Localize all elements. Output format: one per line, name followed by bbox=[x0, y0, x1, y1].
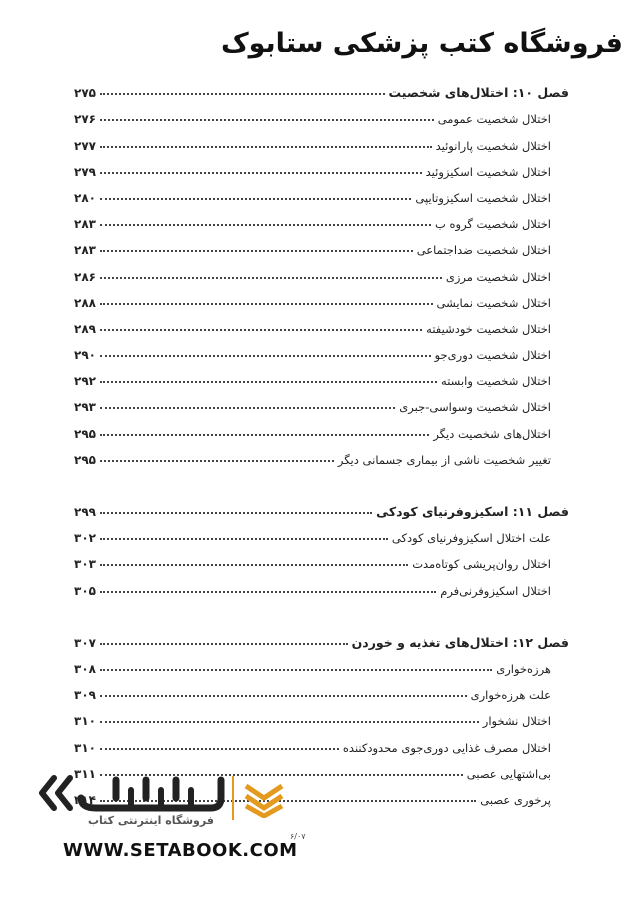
toc-entry-row[interactable] bbox=[74, 728, 569, 754]
page-number-ref: ۲۹۳ bbox=[74, 400, 96, 415]
entry-title: اختلال شخصیت دوری‌جو bbox=[434, 348, 551, 363]
dot-leader bbox=[100, 643, 348, 645]
page-number-ref: ۲۷۵ bbox=[74, 86, 96, 101]
entry-title: علت اختلال اسکیزوفرنیای کودکی bbox=[391, 531, 551, 546]
toc-chapter-row[interactable] bbox=[74, 493, 569, 519]
entry-title: پرخوری عصبی bbox=[480, 792, 551, 807]
entry-title: اختلال اسکیزوفرنی‌فرم bbox=[440, 583, 551, 598]
toc-entry-row[interactable] bbox=[74, 519, 569, 545]
dot-leader bbox=[100, 538, 388, 540]
table-of-contents bbox=[74, 74, 569, 807]
website-url[interactable]: WWW.SETABOOK.COM bbox=[63, 840, 298, 861]
entry-title: اختلال شخصیت اسکیزوتایپی bbox=[415, 190, 551, 205]
section-gap bbox=[74, 598, 569, 624]
toc-entry-row[interactable] bbox=[74, 441, 569, 467]
dot-leader bbox=[100, 250, 413, 252]
toc-entry-row[interactable] bbox=[74, 571, 569, 597]
chapter-title: فصل ۱۲: اختلال‌های تغذیه و خوردن bbox=[351, 634, 569, 650]
setabook-logo bbox=[36, 768, 286, 838]
page-header: فروشگاه کتب پزشکی ستابوک bbox=[220, 28, 623, 59]
page-number-ref: ۲۹۲ bbox=[74, 374, 96, 389]
page-number-ref: ۲۸۳ bbox=[74, 217, 96, 232]
page-number-ref: ۳۱۴ bbox=[74, 792, 96, 807]
entry-title: اختلال شخصیت اسکیزوئید bbox=[425, 164, 551, 179]
page-number: ۶/۰۷ bbox=[290, 832, 306, 841]
page-number-ref: ۳۰۷ bbox=[74, 635, 96, 650]
toc-entry-row[interactable] bbox=[74, 676, 569, 702]
page-number-ref: ۲۷۹ bbox=[74, 164, 96, 179]
entry-title: علت هرزه‌خواری bbox=[470, 688, 551, 703]
store-tagline: فروشگاه اینترنتی کتاب bbox=[88, 814, 214, 827]
page-number-ref: ۲۹۵ bbox=[74, 452, 96, 467]
toc-entry-row[interactable] bbox=[74, 153, 569, 179]
page-number-ref: ۳۰۳ bbox=[74, 557, 96, 572]
page-number-ref: ۳۱۰ bbox=[74, 740, 96, 755]
page-number-ref: ۳۱۱ bbox=[74, 766, 96, 781]
entry-title: اختلال شخصیت گروه ب bbox=[435, 217, 551, 232]
entry-title: اختلال شخصیت نمایشی bbox=[436, 295, 551, 310]
page-number-ref: ۲۸۸ bbox=[74, 295, 96, 310]
page-number-ref: ۲۸۹ bbox=[74, 321, 96, 336]
page-number-ref: ۲۹۰ bbox=[74, 348, 96, 363]
toc-entry-row[interactable] bbox=[74, 388, 569, 414]
dot-leader bbox=[100, 224, 431, 226]
chapter-title: فصل ۱۱: اسکیزوفرنیای کودکی bbox=[376, 504, 569, 519]
entry-title: اختلال شخصیت پارانوئید bbox=[435, 138, 551, 153]
dot-leader bbox=[100, 512, 372, 514]
dot-leader bbox=[100, 564, 408, 566]
dot-leader bbox=[100, 434, 429, 436]
entry-title: هرزه‌خواری bbox=[496, 661, 551, 676]
dot-leader bbox=[100, 748, 339, 750]
dot-leader bbox=[100, 407, 395, 409]
entry-title: اختلال شخصیت خودشیفته bbox=[426, 321, 551, 336]
dot-leader bbox=[100, 381, 437, 383]
dot-leader bbox=[100, 198, 411, 200]
page-number-ref: ۲۹۹ bbox=[74, 505, 96, 519]
page-number-ref: ۳۱۰ bbox=[74, 714, 96, 729]
toc-entry-row[interactable] bbox=[74, 284, 569, 310]
dot-leader bbox=[100, 119, 434, 121]
page-number-ref: ۲۷۶ bbox=[74, 112, 96, 127]
section-gap bbox=[74, 467, 569, 493]
dot-leader bbox=[100, 93, 385, 95]
toc-entry-row[interactable] bbox=[74, 205, 569, 231]
entry-title: اختلال شخصیت وابسته bbox=[441, 374, 551, 389]
entry-title: اختلال شخصیت مرزی bbox=[445, 269, 551, 284]
dot-leader bbox=[100, 329, 422, 331]
entry-title: اختلال شخصیت وسواسی-جبری bbox=[399, 400, 551, 415]
toc-chapter-row[interactable] bbox=[74, 624, 569, 650]
toc-entry-row[interactable] bbox=[74, 545, 569, 571]
entry-title: اختلال نشخوار bbox=[482, 714, 551, 729]
toc-chapter-row[interactable] bbox=[74, 74, 569, 100]
page-number-ref: ۳۰۲ bbox=[74, 531, 96, 546]
page-number-ref: ۲۸۰ bbox=[74, 190, 96, 205]
dot-leader bbox=[100, 721, 479, 723]
entry-title: تغییر شخصیت ناشی از بیماری جسمانی دیگر bbox=[337, 452, 551, 467]
toc-entry-row[interactable] bbox=[74, 336, 569, 362]
entry-title: اختلال مصرف غذایی دوری‌جوی محدودکننده bbox=[342, 740, 551, 755]
toc-entry-row[interactable] bbox=[74, 414, 569, 440]
toc-entry-row[interactable] bbox=[74, 257, 569, 283]
logo-divider bbox=[232, 776, 234, 820]
page-number-ref: ۲۹۵ bbox=[74, 426, 96, 441]
toc-entry-row[interactable] bbox=[74, 179, 569, 205]
toc-entry-row[interactable] bbox=[74, 126, 569, 152]
entry-title: اختلال‌های شخصیت دیگر bbox=[433, 426, 551, 441]
page-number-ref: ۲۷۷ bbox=[74, 138, 96, 153]
dot-leader bbox=[100, 355, 431, 357]
toc-entry-row[interactable] bbox=[74, 362, 569, 388]
dot-leader bbox=[100, 591, 436, 593]
dot-leader bbox=[100, 695, 467, 697]
toc-entry-row[interactable] bbox=[74, 702, 569, 728]
toc-entry-row[interactable] bbox=[74, 310, 569, 336]
page-number-ref: ۳۰۸ bbox=[74, 661, 96, 676]
page-number-ref: ۳۰۵ bbox=[74, 583, 96, 598]
entry-title: اختلال شخصیت ضداجتماعی bbox=[416, 243, 551, 258]
page-number-ref: ۲۸۳ bbox=[74, 243, 96, 258]
dot-leader bbox=[100, 460, 334, 462]
setabook-wordmark-icon bbox=[36, 768, 226, 818]
entry-title: اختلال شخصیت عمومی bbox=[437, 112, 551, 127]
entry-title: بی‌اشتهایی عصبی bbox=[466, 766, 551, 781]
dot-leader bbox=[100, 669, 492, 671]
dot-leader bbox=[100, 303, 433, 305]
chapter-title: فصل ۱۰: اختلال‌های شخصیت bbox=[388, 85, 569, 101]
dot-leader bbox=[100, 277, 442, 279]
entry-title: اختلال روان‌پریشی کوتاه‌مدت bbox=[412, 557, 551, 572]
toc-entry-row[interactable] bbox=[74, 100, 569, 126]
page-number-ref: ۲۸۶ bbox=[74, 269, 96, 284]
toc-entry-row[interactable] bbox=[74, 231, 569, 257]
toc-entry-row[interactable] bbox=[74, 650, 569, 676]
chevron-stack-icon bbox=[243, 782, 285, 818]
page-number-ref: ۳۰۹ bbox=[74, 688, 96, 703]
dot-leader bbox=[100, 172, 422, 174]
dot-leader bbox=[100, 146, 432, 148]
